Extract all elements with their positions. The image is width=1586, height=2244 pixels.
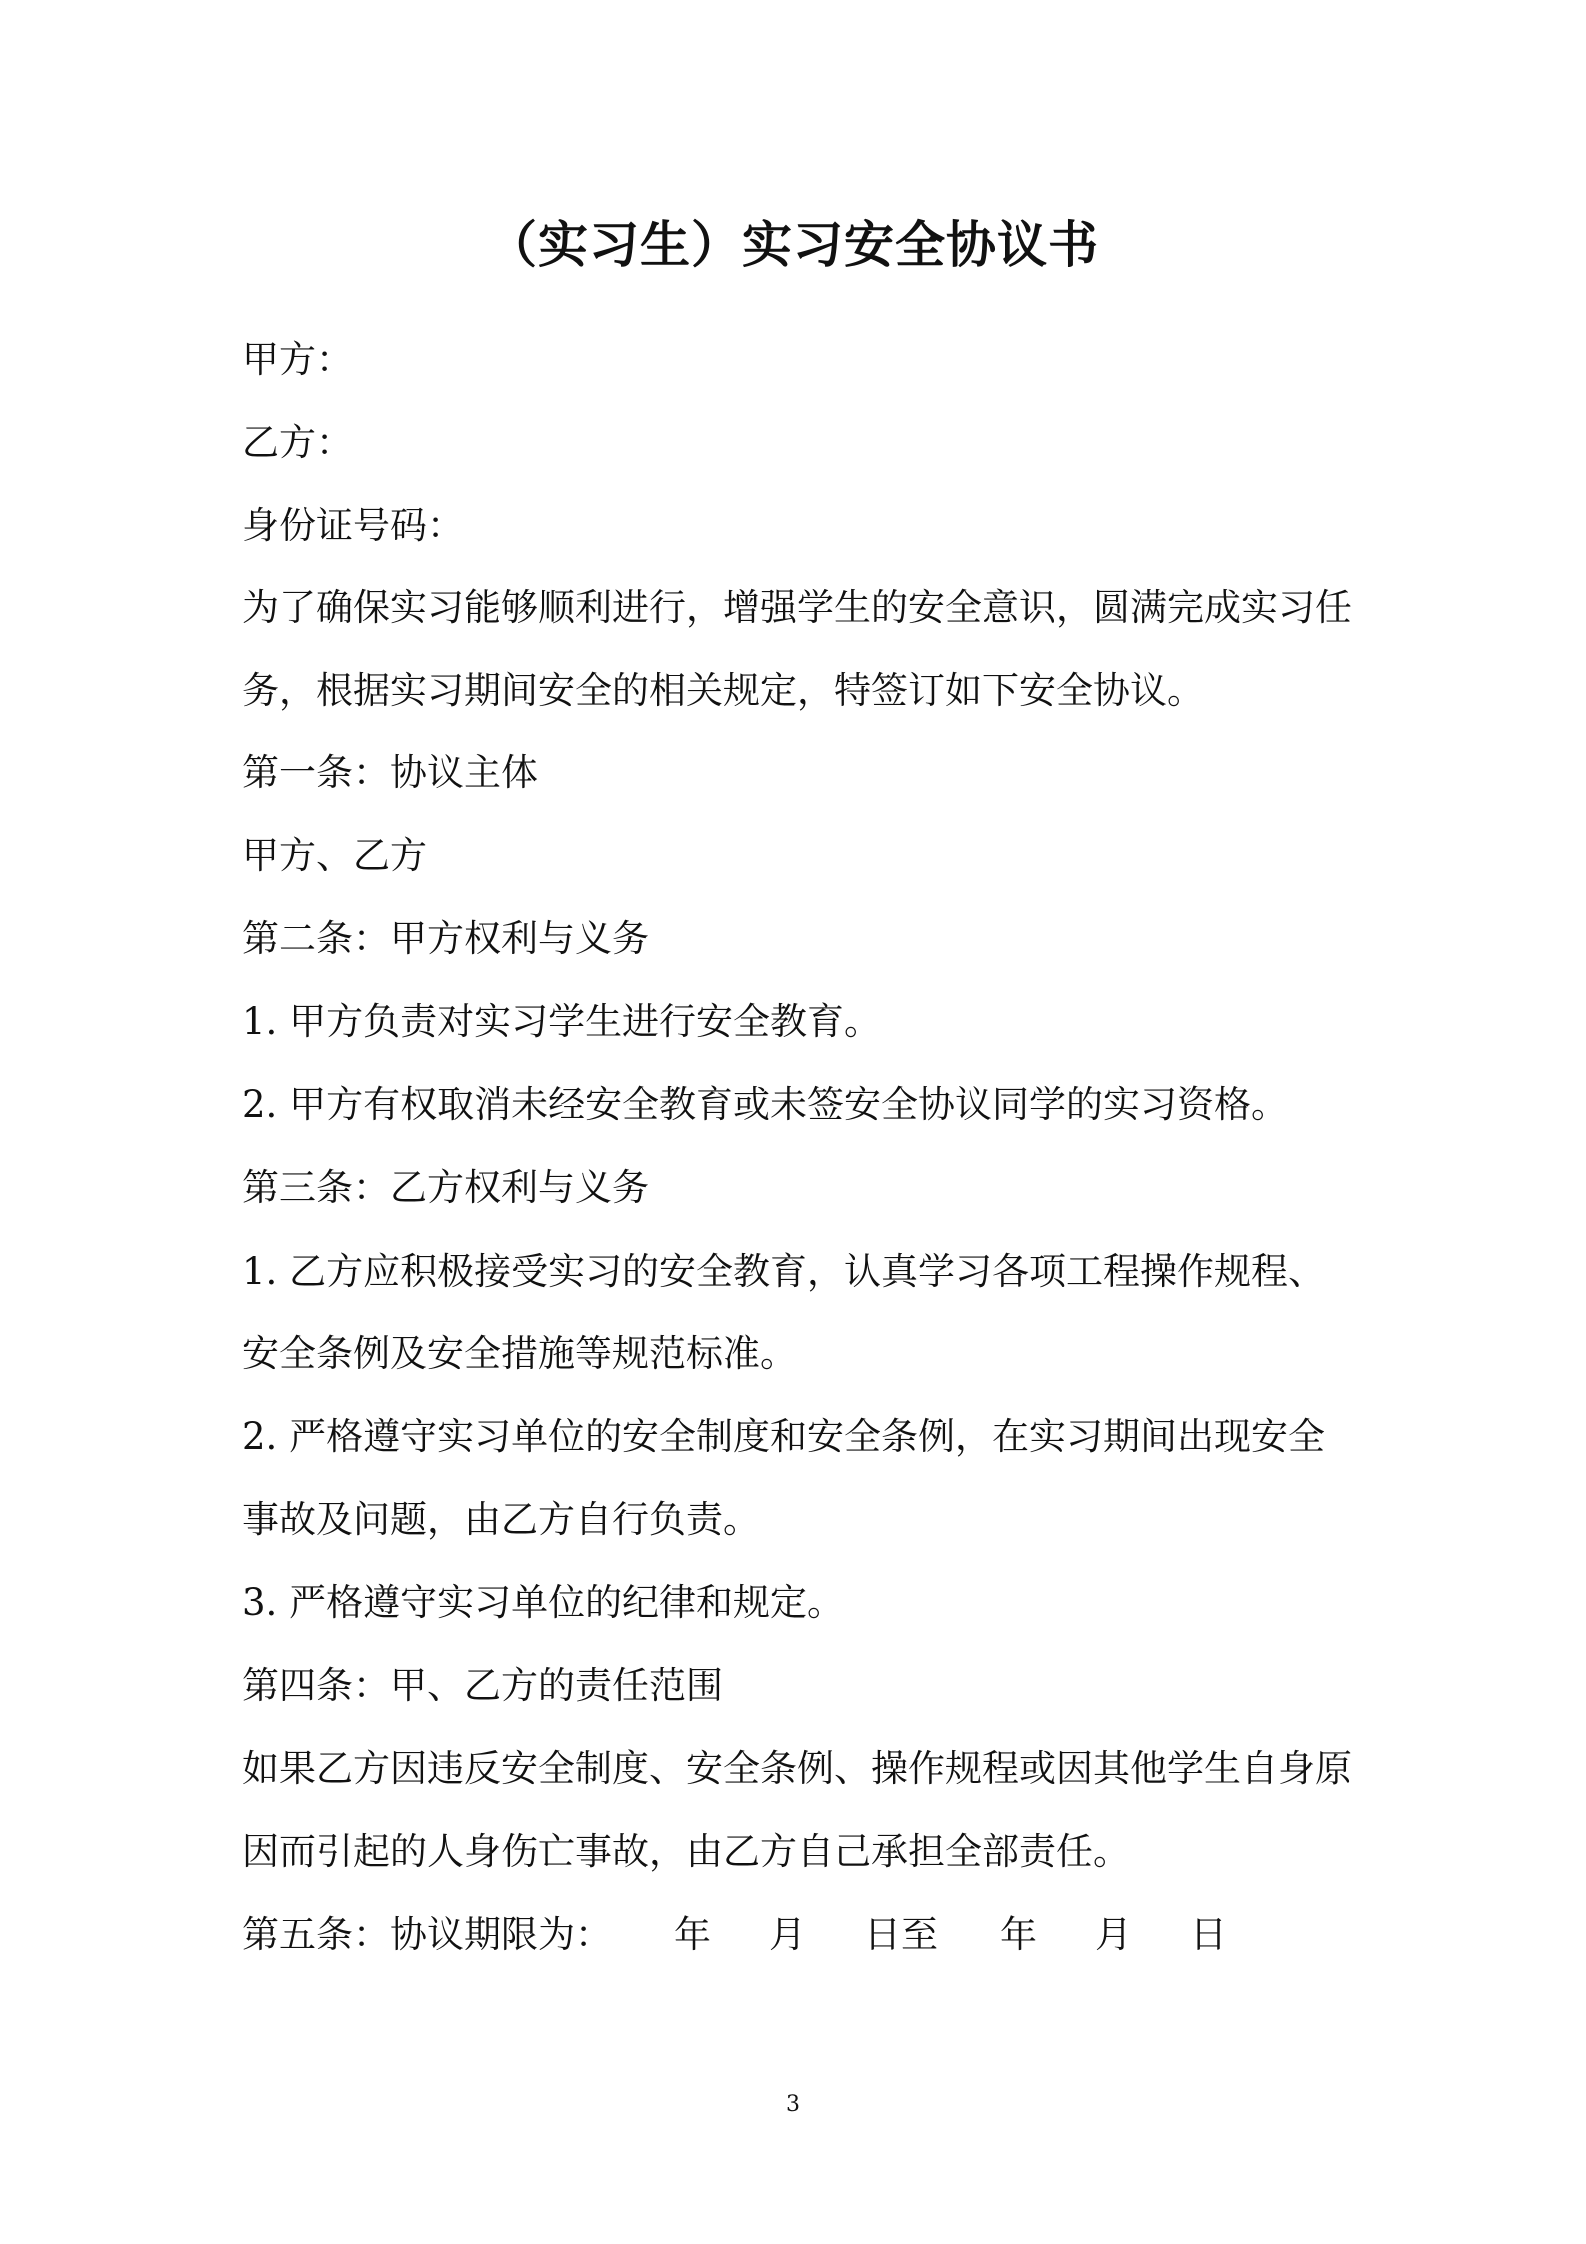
article-heading: 第四条：甲、乙方的责任范围 [242,1664,723,1707]
term-month-start: 月 [769,1913,806,1956]
paragraph-line: 事故及问题，由乙方自行负责。 [242,1498,760,1541]
paragraph-line: 甲方、乙方 [242,834,427,877]
page-number: 3 [786,2092,800,2117]
article-heading: 第一条：协议主体 [242,751,538,794]
article-heading: 第二条：甲方权利与义务 [242,917,649,960]
document-title: （实习生）实习安全协议书 [487,215,1099,274]
party-a-line: 甲方： [242,338,353,381]
paragraph-line: 因而引起的人身伤亡事故，由乙方自己承担全部责任。 [242,1830,1130,1873]
paragraph-line: 务，根据实习期间安全的相关规定，特签订如下安全协议。 [242,669,1204,712]
term-line [242,1907,1362,1963]
paragraph-line: 安全条例及安全措施等规范标准。 [242,1332,797,1375]
article-heading: 第三条：乙方权利与义务 [242,1166,649,1209]
term-month-end: 月 [1095,1913,1132,1956]
id-number-line: 身份证号码： [242,504,464,547]
term-day-start: 日至 [864,1913,938,1956]
term-year-start: 年 [674,1913,711,1956]
list-item: 3. 严格遵守实习单位的纪律和规定。 [242,1581,845,1624]
party-b-line: 乙方： [242,421,353,464]
term-day-end: 日 [1190,1913,1227,1956]
term-label: 第五条：协议期限为： [242,1913,612,1956]
list-item: 2. 严格遵守实习单位的安全制度和安全条例，在实习期间出现安全 [242,1415,1326,1458]
list-item: 1. 甲方负责对实习学生进行安全教育。 [242,1000,882,1043]
list-item: 2. 甲方有权取消未经安全教育或未签安全协议同学的实习资格。 [242,1083,1289,1126]
paragraph-line: 为了确保实习能够顺利进行，增强学生的安全意识，圆满完成实习任 [242,586,1352,629]
term-year-end: 年 [1000,1913,1037,1956]
paragraph-line: 如果乙方因违反安全制度、安全条例、操作规程或因其他学生自身原 [242,1747,1352,1790]
list-item: 1. 乙方应积极接受实习的安全教育，认真学习各项工程操作规程、 [242,1250,1326,1293]
